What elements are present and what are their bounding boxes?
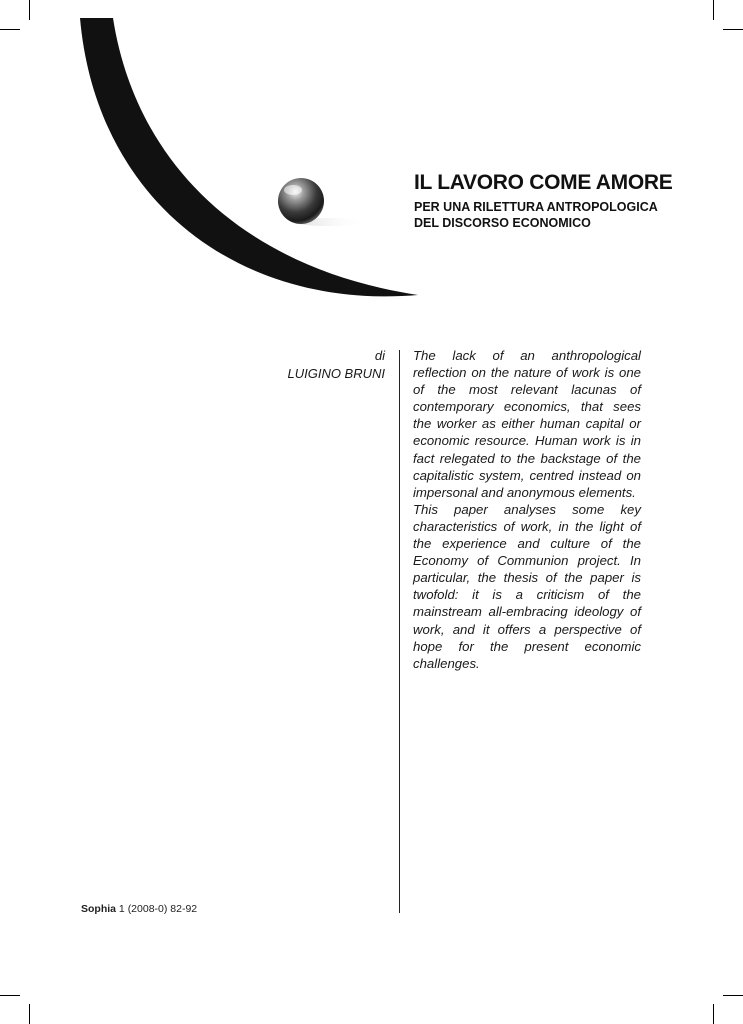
subtitle-line: DEL DISCORSO ECONOMICO [414, 216, 591, 230]
citation-details: 1 (2008-0) 82-92 [116, 903, 198, 915]
abstract-paragraph: This paper analyses some key characteristics of work, in the light of the experience and culture of the Economy of Communion project. In particular, the thesis of the paper is twofold: it is a criticism of the mainstream all-embracing ideology of work, and it offers a perspective of hope for the present economic challenges. [413, 501, 641, 671]
article-title: IL LAVORO COME AMORE [414, 171, 673, 194]
sphere-icon [278, 178, 324, 224]
article-subtitle [414, 199, 714, 231]
crop-mark [713, 1004, 714, 1024]
sphere-highlight [284, 185, 302, 195]
crop-mark [0, 995, 20, 996]
crop-mark [29, 1004, 30, 1024]
author-name: LUIGINO BRUNI [287, 366, 385, 381]
journal-name: Sophia [81, 903, 117, 915]
subtitle-line: PER UNA RILETTURA ANTROPOLOGICA [414, 200, 658, 214]
author-block [287, 347, 385, 383]
crop-mark [723, 995, 743, 996]
title-block [414, 171, 714, 231]
author-prefix: di [374, 348, 385, 363]
arc-swoosh [80, 18, 418, 296]
abstract [413, 347, 641, 672]
footer-citation [81, 903, 197, 915]
decorative-graphic [0, 0, 743, 320]
abstract-paragraph: The lack of an anthropological reflection on the nature of work is one of the most relevant lacunas of contemporary economics, that sees the worker as either human capital or economic resource. Human work is in fact relegated to the backstage of the capitalistic system, centred instead on impersonal and anonymous elements. [413, 348, 641, 500]
column-divider [399, 350, 400, 913]
